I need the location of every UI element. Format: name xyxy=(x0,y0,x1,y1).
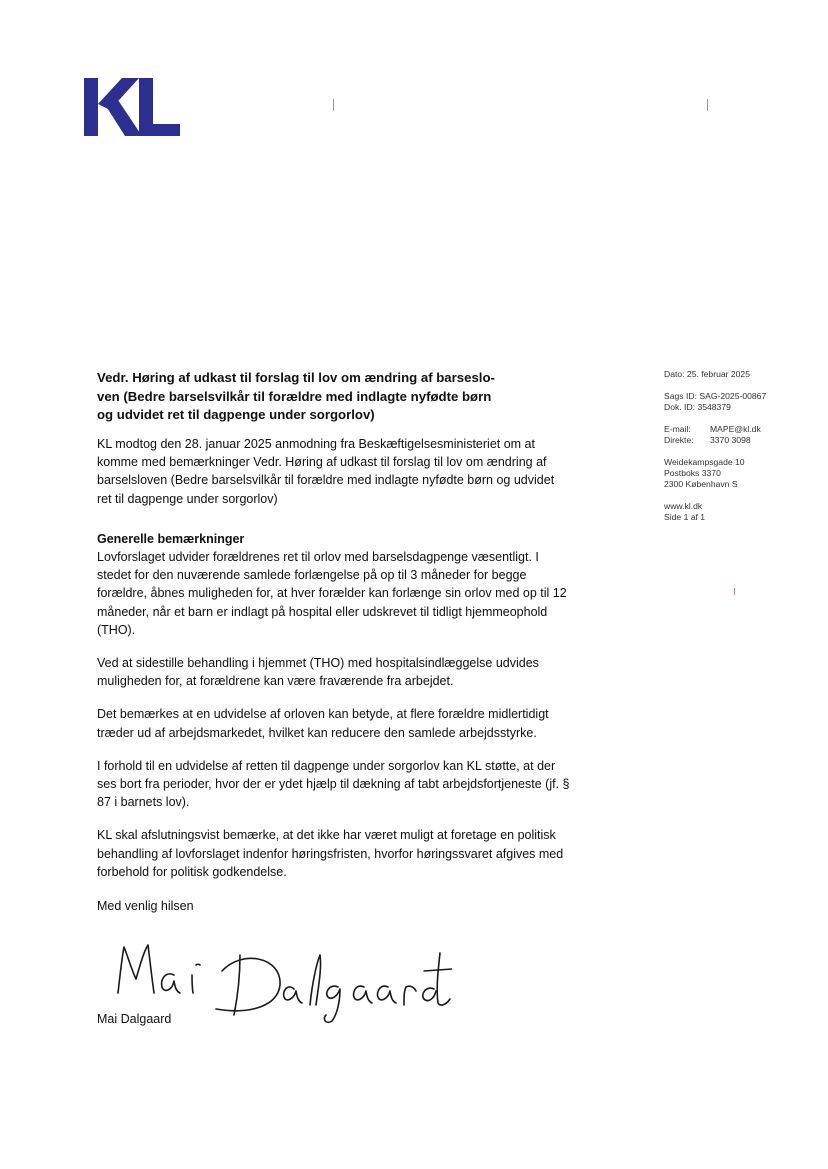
body-paragraph: Ved at sidestille behandling i hjemmet (THO) med hospitalsindlæggelse udvides muligheden for, at forældrene kan være fraværende fra arbejdet. xyxy=(97,656,539,689)
body-paragraph: I forhold til en udvidelse af retten til dagpenge under sorgorlov kan KL støtte, at der ses bort fra perioder, hvor der er ydet hjælp til dækning af tabt arbejdsfortjeneste (jf. § 87 i barnets lov). xyxy=(97,758,570,810)
dok-id: 3548379 xyxy=(697,402,731,412)
body-paragraph: Det bemærkes at en udvidelse af orloven kan betyde, at flere forældre midlertidigt træder ud af arbejdsmarkedet, hvilket kan reducere den samlede arbejdsstyrke. xyxy=(97,707,549,740)
kl-logo xyxy=(84,78,180,136)
direct-phone: 3370 3098 xyxy=(710,435,751,445)
intro-paragraph: KL modtog den 28. januar 2025 anmodning fra Beskæftigelsesministeriet om at komme med bemærkninger Vedr. Høring af udkast til forslag til lov om ændring af barselsloven (Bedre barselsvilkår til forældre med indlagte nyfødte børn og udvidet ret til dagpenge under sorgorlov) xyxy=(97,437,555,506)
email-label: E-mail: xyxy=(664,424,691,434)
body-paragraph: KL skal afslutningsvist bemærke, at det ikke har været muligt at foretage en politisk behandling af lovforslaget indenfor høringsfristen, hvorfor høringssvaret afgives med forbehold for politisk godkendelse. xyxy=(97,828,564,879)
address-line: Weidekampsgade 10 xyxy=(664,457,745,467)
dok-label: Dok. ID: xyxy=(664,402,696,412)
subject-line: og udvidet ret til dagpenge under sorgorlov) xyxy=(97,407,375,422)
website: www.kl.dk xyxy=(664,501,703,511)
sags-label: Sags ID: xyxy=(664,391,697,401)
body-paragraph: Lovforslaget udvider forældrenes ret til orlov med barselsdagpenge væsentligt. I stedet for den nuværende samlede forlængelse på op til 3 måneder for begge forældre, åbnes muligheden for, at hver forælder kan forlænge sin orlov med op til 12 måneder, når et barn er indlagt på hospital eller udskrevet til tidligt hjemmeophold (THO). xyxy=(97,550,567,637)
letter-body xyxy=(97,435,572,896)
email-address: MAPE@kl.dk xyxy=(710,424,761,434)
sags-id: SAG-2025-00867 xyxy=(699,391,767,401)
page-number: Side 1 af 1 xyxy=(664,512,706,522)
fold-mark xyxy=(333,99,334,111)
fold-mark xyxy=(707,99,708,111)
address-line: 2300 København S xyxy=(664,479,738,489)
scan-mark xyxy=(734,588,735,595)
sender-info xyxy=(664,369,814,534)
address-line: Postboks 3370 xyxy=(664,468,721,478)
closing-salutation: Med venlig hilsen xyxy=(97,899,194,913)
letter-subject xyxy=(97,369,567,425)
subject-line: Vedr. Høring af udkast til forslag til lov om ændring af barseslo- xyxy=(97,370,495,385)
section-heading: Generelle bemærkninger xyxy=(97,531,245,546)
direkte-label: Direkte: xyxy=(664,435,694,445)
signer-name: Mai Dalgaard xyxy=(97,1012,172,1026)
subject-line: ven (Bedre barselsvilkår til forældre med indlagte nyfødte børn xyxy=(97,388,492,404)
date: Dato: 25. februar 2025 xyxy=(664,369,750,379)
